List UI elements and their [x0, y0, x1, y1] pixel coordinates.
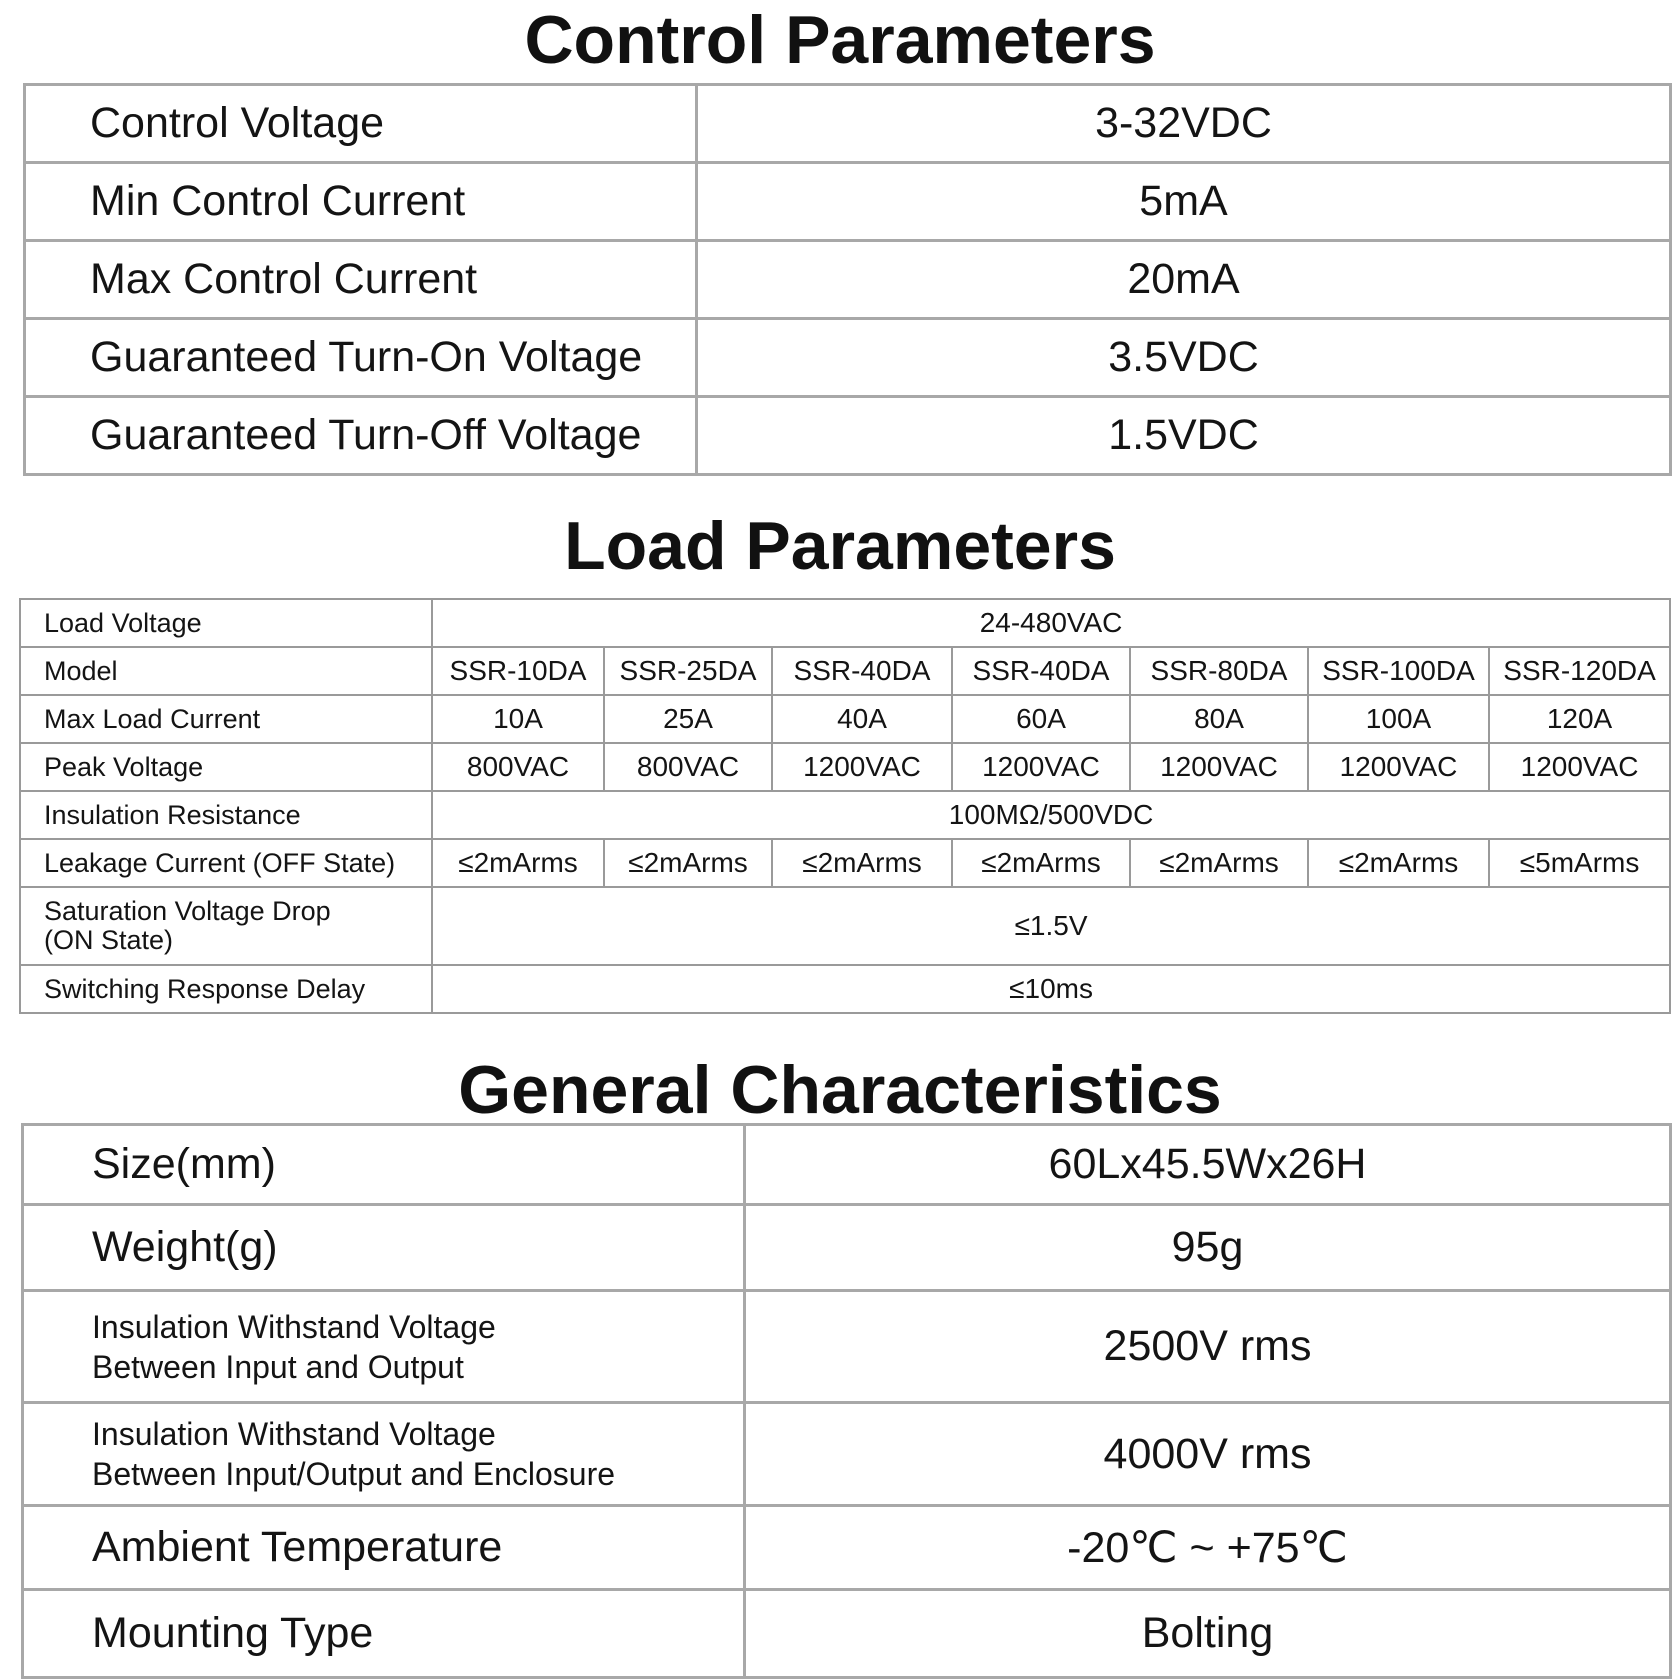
load-voltage-label: Load Voltage [20, 599, 432, 647]
saturation-label-line2: (ON State) [44, 925, 174, 955]
saturation-voltage-drop-value: ≤1.5V [432, 887, 1670, 965]
min-control-current-value: 5mA [697, 163, 1671, 241]
control-parameters-title: Control Parameters [524, 2, 1156, 78]
insulation-io-value: 2500V rms [745, 1291, 1671, 1403]
leakage-current-cell: ≤2mArms [604, 839, 772, 887]
load-voltage-value: 24-480VAC [432, 599, 1670, 647]
turn-on-voltage-label: Guaranteed Turn-On Voltage [25, 319, 697, 397]
max-control-current-label: Max Control Current [25, 241, 697, 319]
model-cell: SSR-80DA [1130, 647, 1308, 695]
insulation-io-label-line2: Between Input and Output [92, 1348, 464, 1385]
load-parameters-title: Load Parameters [564, 508, 1116, 584]
peak-voltage-cell: 800VAC [432, 743, 604, 791]
size-label: Size(mm) [23, 1125, 745, 1205]
min-control-current-label: Min Control Current [25, 163, 697, 241]
general-characteristics-title: General Characteristics [458, 1052, 1222, 1128]
control-voltage-value: 3-32VDC [697, 85, 1671, 163]
max-load-current-cell: 10A [432, 695, 604, 743]
table-row [20, 887, 1670, 965]
leakage-current-cell: ≤2mArms [432, 839, 604, 887]
insulation-enclosure-label-line2: Between Input/Output and Enclosure [92, 1456, 616, 1492]
table-row [25, 85, 1671, 163]
max-load-current-cell: 40A [772, 695, 952, 743]
model-cell: SSR-10DA [432, 647, 604, 695]
table-row [23, 1125, 1671, 1205]
table-row [23, 1590, 1671, 1678]
model-cell: SSR-40DA [952, 647, 1130, 695]
general-characteristics-table [21, 1123, 1672, 1679]
weight-value: 95g [745, 1205, 1671, 1291]
insulation-resistance-label: Insulation Resistance [20, 791, 432, 839]
insulation-enclosure-label-line1: Insulation Withstand Voltage [92, 1416, 496, 1452]
table-row [25, 241, 1671, 319]
max-load-current-cell: 60A [952, 695, 1130, 743]
table-row [23, 1403, 1671, 1506]
table-row [23, 1291, 1671, 1403]
size-value: 60Lx45.5Wx26H [745, 1125, 1671, 1205]
max-load-current-cell: 25A [604, 695, 772, 743]
peak-voltage-cell: 1200VAC [772, 743, 952, 791]
max-control-current-value: 20mA [697, 241, 1671, 319]
model-label: Model [20, 647, 432, 695]
table-row [20, 695, 1670, 743]
load-parameters-table [19, 598, 1671, 1014]
peak-voltage-label: Peak Voltage [20, 743, 432, 791]
turn-off-voltage-value: 1.5VDC [697, 397, 1671, 475]
control-voltage-label: Control Voltage [25, 85, 697, 163]
switching-response-delay-value: ≤10ms [432, 965, 1670, 1013]
peak-voltage-cell: 1200VAC [1308, 743, 1489, 791]
insulation-enclosure-label [23, 1403, 745, 1506]
max-load-current-cell: 120A [1489, 695, 1670, 743]
table-row [20, 965, 1670, 1013]
peak-voltage-cell: 1200VAC [952, 743, 1130, 791]
table-row [20, 791, 1670, 839]
peak-voltage-cell: 800VAC [604, 743, 772, 791]
table-row [20, 647, 1670, 695]
model-cell: SSR-100DA [1308, 647, 1489, 695]
leakage-current-cell: ≤2mArms [952, 839, 1130, 887]
model-cell: SSR-120DA [1489, 647, 1670, 695]
table-row [25, 319, 1671, 397]
leakage-current-cell: ≤2mArms [1308, 839, 1489, 887]
table-row [20, 743, 1670, 791]
insulation-io-label-line1: Insulation Withstand Voltage [92, 1308, 496, 1345]
leakage-current-cell: ≤5mArms [1489, 839, 1670, 887]
insulation-io-label [23, 1291, 745, 1403]
table-row [20, 599, 1670, 647]
leakage-current-label: Leakage Current (OFF State) [20, 839, 432, 887]
turn-off-voltage-label: Guaranteed Turn-Off Voltage [25, 397, 697, 475]
peak-voltage-cell: 1200VAC [1489, 743, 1670, 791]
saturation-voltage-drop-label [20, 887, 432, 965]
table-row [23, 1205, 1671, 1291]
max-load-current-label: Max Load Current [20, 695, 432, 743]
mounting-type-value: Bolting [745, 1590, 1671, 1678]
ambient-temperature-label: Ambient Temperature [23, 1506, 745, 1590]
weight-label: Weight(g) [23, 1205, 745, 1291]
table-row [25, 163, 1671, 241]
turn-on-voltage-value: 3.5VDC [697, 319, 1671, 397]
control-parameters-table [23, 83, 1672, 476]
insulation-enclosure-value: 4000V rms [745, 1403, 1671, 1506]
model-cell: SSR-40DA [772, 647, 952, 695]
insulation-resistance-value: 100MΩ/500VDC [432, 791, 1670, 839]
max-load-current-cell: 80A [1130, 695, 1308, 743]
model-cell: SSR-25DA [604, 647, 772, 695]
table-row [25, 397, 1671, 475]
table-row [23, 1506, 1671, 1590]
table-row [20, 839, 1670, 887]
mounting-type-label: Mounting Type [23, 1590, 745, 1678]
switching-response-delay-label: Switching Response Delay [20, 965, 432, 1013]
leakage-current-cell: ≤2mArms [772, 839, 952, 887]
max-load-current-cell: 100A [1308, 695, 1489, 743]
ambient-temperature-value: -20℃ ~ +75℃ [745, 1506, 1671, 1590]
leakage-current-cell: ≤2mArms [1130, 839, 1308, 887]
saturation-label-line1: Saturation Voltage Drop [44, 896, 331, 926]
peak-voltage-cell: 1200VAC [1130, 743, 1308, 791]
